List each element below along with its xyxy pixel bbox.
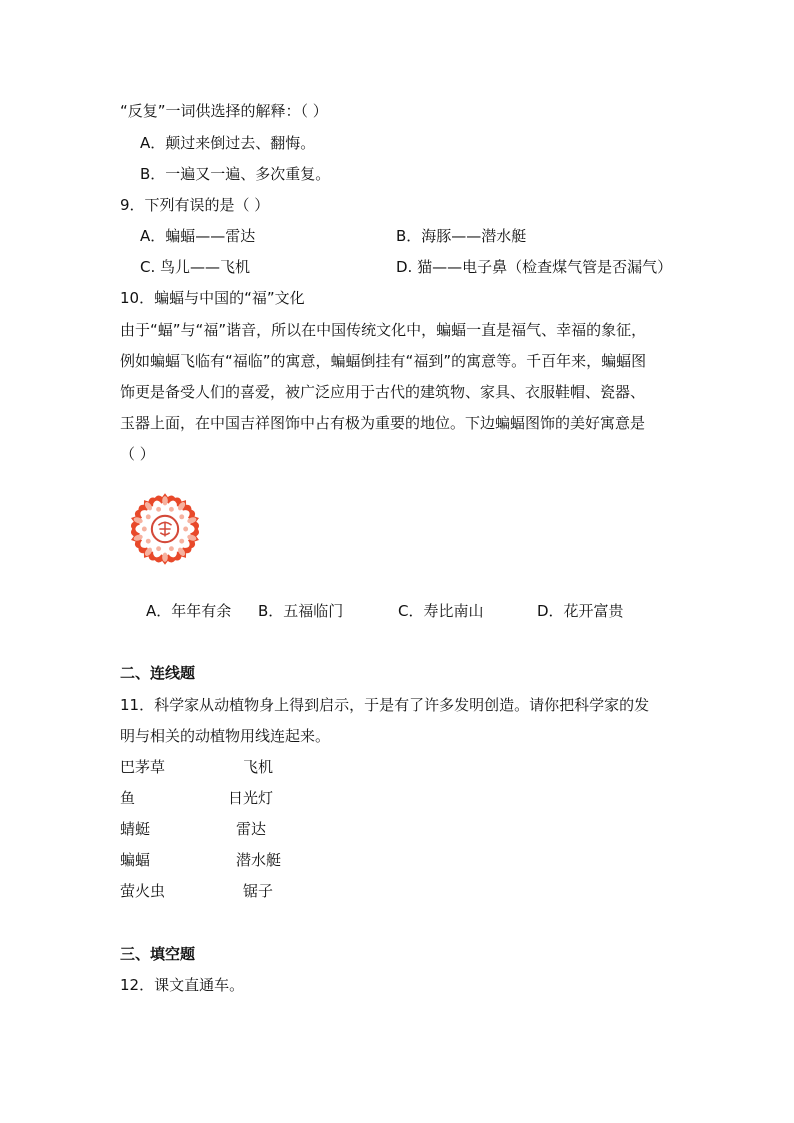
match-left-3[interactable]: 蜻蜓 bbox=[120, 820, 151, 838]
match-left-5[interactable]: 萤火虫 bbox=[120, 882, 166, 900]
match-left-2[interactable]: 鱼 bbox=[120, 789, 136, 807]
q10-paragraph-line-1: 由于“蝠”与“福”谐音，所以在中国传统文化中，蝙蝠一直是福气、幸福的象征， bbox=[120, 321, 647, 339]
q10-option-a: A．年年有余 bbox=[146, 602, 232, 620]
match-right-1[interactable]: 飞机 bbox=[243, 758, 274, 776]
emblem-dot bbox=[146, 539, 151, 544]
q8-intro: “反复”一词供选择的解释：（ ） bbox=[120, 102, 328, 120]
q8-option-b: B．一遍又一遍、多次重复。 bbox=[140, 165, 331, 183]
emblem-dot bbox=[183, 527, 188, 532]
q10-option-d: D．花开富贵 bbox=[537, 602, 624, 620]
q10-paragraph-line-5: （ ） bbox=[120, 445, 155, 463]
match-right-5[interactable]: 锯子 bbox=[243, 882, 274, 900]
emblem-dot bbox=[156, 546, 161, 551]
q9-option-b: B．海豚——潜水艇 bbox=[396, 227, 527, 245]
q11-stem-line-2: 明与相关的动植物用线连起来。 bbox=[120, 727, 331, 745]
q10-paragraph-line-3: 饰更是备受人们的喜爱，被广泛应用于古代的建筑物、家具、衣服鞋帽、瓷器、 bbox=[120, 383, 646, 401]
q11-stem-line-1: 11．科学家从动植物身上得到启示，于是有了许多发明创造。请你把科学家的发 bbox=[120, 696, 650, 714]
q9-option-d: D. 猫——电子鼻（检查煤气管是否漏气） bbox=[396, 258, 673, 276]
q9-option-c: C. 鸟儿——飞机 bbox=[140, 258, 251, 276]
q8-option-a: A．颠过来倒过去、翻悔。 bbox=[140, 134, 316, 152]
q9-option-a: A．蝙蝠——雷达 bbox=[140, 227, 256, 245]
bat-emblem-image bbox=[118, 482, 212, 576]
q12-stem: 12．课文直通车。 bbox=[120, 976, 245, 994]
q10-stem: 10．蝙蝠与中国的“福”文化 bbox=[120, 289, 305, 307]
section-2-heading: 二、连线题 bbox=[120, 664, 196, 682]
match-left-4[interactable]: 蝙蝠 bbox=[120, 851, 151, 869]
emblem-dot bbox=[179, 514, 184, 519]
match-right-3[interactable]: 雷达 bbox=[236, 820, 267, 838]
emblem-dot bbox=[146, 514, 151, 519]
match-right-2[interactable]: 日光灯 bbox=[228, 789, 274, 807]
emblem-dot bbox=[169, 507, 174, 512]
section-3-heading: 三、填空题 bbox=[120, 945, 196, 963]
match-left-1[interactable]: 巴茅草 bbox=[120, 758, 166, 776]
emblem-dot bbox=[179, 539, 184, 544]
q10-option-c: C．寿比南山 bbox=[398, 602, 484, 620]
q10-option-b: B．五福临门 bbox=[258, 602, 344, 620]
q10-paragraph-line-4: 玉器上面，在中国吉祥图饰中占有极为重要的地位。下边蝙蝠图饰的美好寓意是 bbox=[120, 414, 646, 432]
match-right-4[interactable]: 潜水艇 bbox=[236, 851, 282, 869]
q10-paragraph-line-2: 例如蝙蝠飞临有“福临”的寓意，蝙蝠倒挂有“福到”的寓意等。千百年来，蝙蝠图 bbox=[120, 352, 647, 370]
q9-stem: 9．下列有误的是（ ） bbox=[120, 196, 270, 214]
emblem-dot bbox=[142, 527, 147, 532]
emblem-dot bbox=[169, 546, 174, 551]
emblem-dot bbox=[156, 507, 161, 512]
